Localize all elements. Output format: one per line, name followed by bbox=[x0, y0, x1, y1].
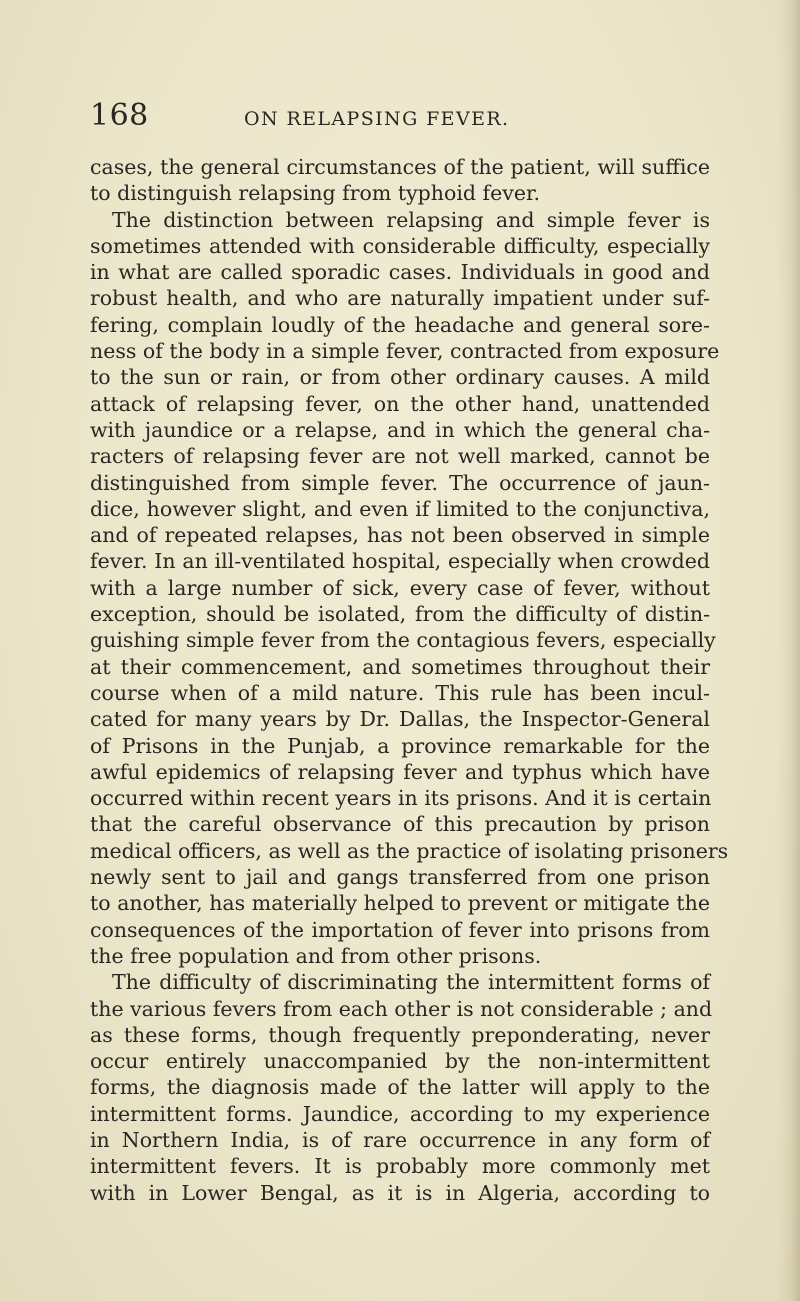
text-line: of Prisons in the Punjab, a province remarkable for the bbox=[90, 733, 710, 758]
text-line: The difficulty of discriminating the intermittent forms of bbox=[112, 970, 710, 995]
running-head: ON RELAPSING FEVER. bbox=[244, 108, 510, 130]
text-line: exception, should be isolated, from the difficulty of distin- bbox=[90, 602, 710, 627]
text-line: and of repeated relapses, has not been observed in simple bbox=[90, 523, 710, 548]
text-line: occurred within recent years in its prisons. And it is certain bbox=[90, 786, 712, 811]
text-line: The distinction between relapsing and simple fever is bbox=[112, 207, 710, 232]
text-line: attack of relapsing fever, on the other hand, unattended bbox=[90, 391, 710, 416]
text-line: as these forms, though frequently preponderating, never bbox=[90, 1022, 710, 1047]
text-line: awful epidemics of relapsing fever and typhus which have bbox=[90, 759, 710, 784]
text-line: that the careful observance of this precaution by prison bbox=[90, 812, 710, 837]
text-line: robust health, and who are naturally impatient under suf- bbox=[90, 286, 710, 311]
text-line: the various fevers from each other is not considerable ; and bbox=[90, 996, 713, 1021]
text-line: at their commencement, and sometimes throughout their bbox=[90, 654, 710, 679]
text-line: with jaundice or a relapse, and in which the general cha- bbox=[90, 417, 710, 442]
text-line: to distinguish relapsing from typhoid fever. bbox=[90, 181, 541, 206]
text-line: fering, complain loudly of the headache and general sore- bbox=[90, 312, 710, 337]
text-line: course when of a mild nature. This rule has been incul- bbox=[90, 680, 710, 705]
text-line: newly sent to jail and gangs transferred from one prison bbox=[90, 865, 710, 890]
page-header bbox=[90, 96, 700, 146]
text-line: consequences of the importation of fever into prisons from bbox=[90, 917, 710, 942]
text-line: cases, the general circumstances of the patient, will suffice bbox=[90, 155, 710, 179]
text-line: intermittent forms. Jaundice, according to my experience bbox=[90, 1101, 710, 1126]
text-line: to the sun or rain, or from other ordinary causes. A mild bbox=[90, 365, 710, 390]
text-line: ness of the body in a simple fever, contracted from exposure bbox=[90, 339, 720, 364]
text-line: sometimes attended with considerable difficulty, especially bbox=[90, 233, 710, 258]
text-line: cated for many years by Dr. Dallas, the Inspector-General bbox=[90, 707, 710, 732]
text-line: dice, however slight, and even if limited to the conjunctiva, bbox=[90, 496, 710, 521]
text-line: occur entirely unaccompanied by the non-intermittent bbox=[90, 1049, 710, 1074]
text-line: medical officers, as well as the practice of isolating prisoners bbox=[90, 838, 729, 863]
text-line: racters of relapsing fever are not well marked, cannot be bbox=[90, 444, 710, 469]
text-line: forms, the diagnosis made of the latter will apply to the bbox=[90, 1075, 710, 1100]
text-line: distinguished from simple fever. The occurrence of jaun- bbox=[90, 470, 710, 495]
text-line: intermittent fevers. It is probably more commonly met bbox=[90, 1154, 710, 1179]
page-edge-shadow bbox=[778, 0, 800, 1301]
page-number: 168 bbox=[90, 98, 149, 133]
text-line: in what are called sporadic cases. Individuals in good and bbox=[90, 260, 710, 285]
text-line: with in Lower Bengal, as it is in Algeria, according to bbox=[90, 1180, 710, 1205]
text-line: guishing simple fever from the contagious fevers, especially bbox=[90, 628, 716, 653]
text-line: to another, has materially helped to prevent or mitigate the bbox=[90, 891, 710, 916]
text-line: fever. In an ill-ventilated hospital, especially when crowded bbox=[90, 549, 710, 574]
text-line: with a large number of sick, every case of fever, without bbox=[90, 575, 710, 600]
text-line: in Northern India, is of rare occurrence in any form of bbox=[90, 1127, 710, 1152]
text-line: the free population and from other prisons. bbox=[90, 943, 542, 968]
body-text bbox=[90, 154, 729, 1206]
